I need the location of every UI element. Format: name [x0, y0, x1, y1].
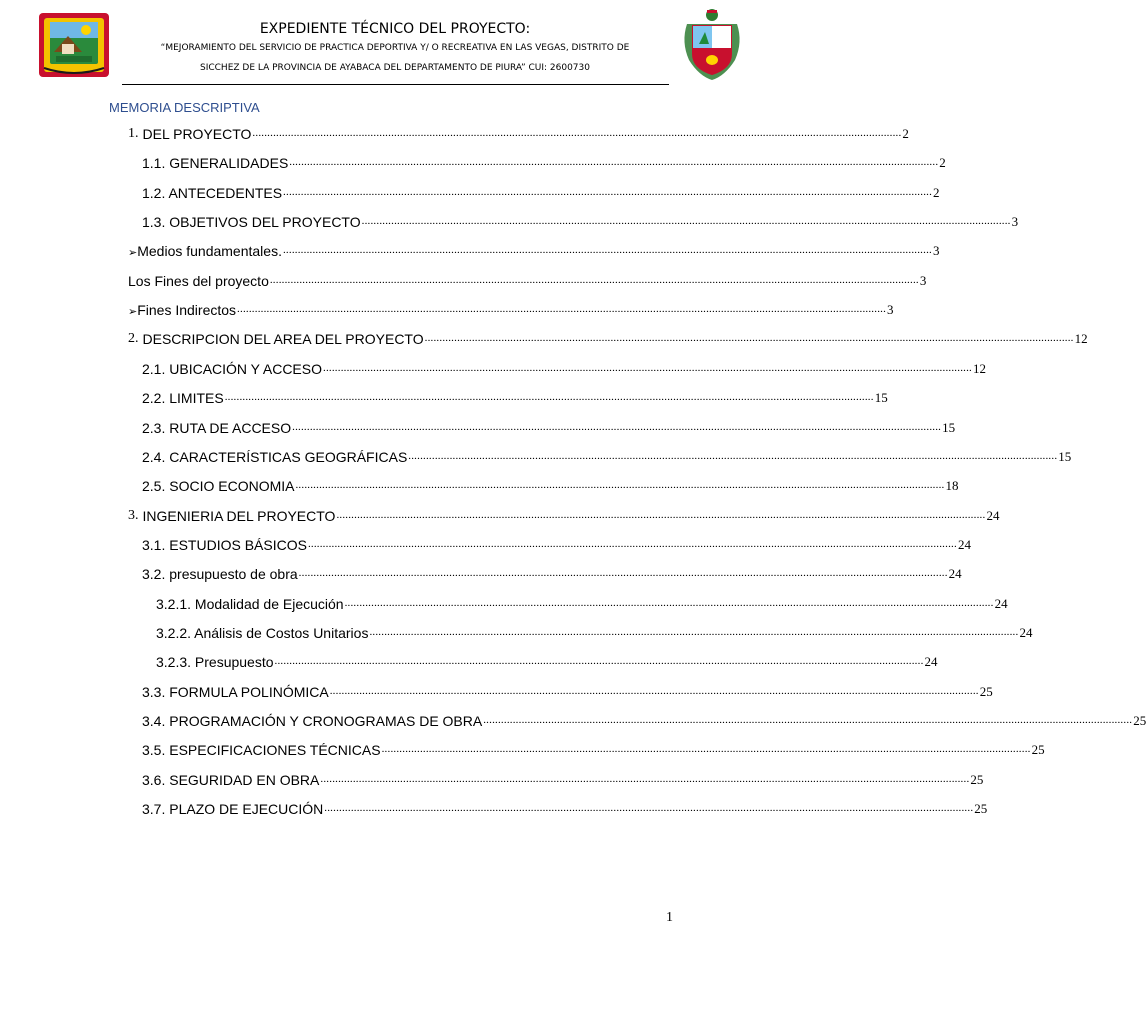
toc-dot-leader: ............................................................................................................................................................................................................................	[323, 361, 972, 374]
toc-entry-title: 3.1. ESTUDIOS BÁSICOS	[142, 536, 307, 553]
toc-dot-leader: ............................................................................................................................................................................................................................	[252, 127, 902, 139]
toc-entry[interactable]	[142, 181, 940, 201]
toc-entry[interactable]	[142, 474, 959, 495]
toc-entry-title: 2.5. SOCIO ECONOMIA	[142, 478, 295, 495]
toc-entry-title: 3.7. PLAZO DE EJECUCIÓN	[142, 801, 324, 818]
toc-entry[interactable]	[142, 768, 984, 788]
toc-entry[interactable]	[128, 327, 1088, 348]
toc-dot-leader: ............................................................................................................................................................................................................................	[336, 508, 986, 521]
toc-dot-leader: ............................................................................................................................................................................................................................	[298, 567, 948, 580]
toc-entry-page: 3	[1011, 214, 1019, 230]
toc-entry-title: DESCRIPCION DEL AREA DEL PROYECTO	[142, 331, 424, 348]
toc-entry-title: 2.3. RUTA DE ACCESO	[142, 419, 292, 436]
arrow-bullet-icon: ➢	[128, 246, 138, 260]
toc-dot-leader: ............................................................................................................................................................................................................................	[295, 479, 945, 492]
toc-dot-leader: ............................................................................................................................................................................................................................	[237, 303, 887, 316]
toc-entry-title: 3.4. PROGRAMACIÓN Y CRONOGRAMAS DE OBRA	[142, 713, 483, 729]
toc-entry-title: 1.2. ANTECEDENTES	[142, 184, 283, 201]
toc-entry-title: Medios fundamentales.	[137, 243, 282, 260]
toc-entry[interactable]	[156, 621, 1033, 641]
toc-entry-title: 2.2. LIMITES	[142, 390, 224, 407]
toc-heading: MEMORIA DESCRIPTIVA	[109, 100, 260, 115]
toc-entry-title: INGENIERIA DEL PROYECTO	[142, 507, 336, 524]
toc-entry-page: 25	[1031, 742, 1045, 758]
toc-entry[interactable]	[128, 504, 1000, 524]
toc-entry-page: 2	[902, 126, 909, 141]
toc-entry[interactable]	[128, 239, 940, 260]
toc-entry[interactable]	[142, 357, 986, 377]
toc-entry-page: 3	[932, 243, 940, 259]
toc-dot-leader: ............................................................................................................................................................................................................................	[274, 655, 924, 668]
toc-entry-page: 24	[948, 566, 962, 582]
toc-entry-number: 2.	[128, 331, 139, 347]
toc-entry-title: Los Fines del proyecto	[128, 272, 269, 289]
toc-entry-title: 3.2.2. Análisis de Costos Unitarios	[156, 624, 369, 641]
toc-entry-number: 1.	[128, 126, 139, 141]
toc-entry-page: 25	[1133, 713, 1146, 728]
toc-dot-leader: ............................................................................................................................................................................................................................	[361, 215, 1011, 228]
toc-entry-title: 2.4. CARACTERÍSTICAS GEOGRÁFICAS	[142, 448, 408, 465]
toc-dot-leader: ............................................................................................................................................................................................................................	[282, 244, 932, 257]
toc-entry-title: 3.2.1. Modalidad de Ejecución	[156, 595, 344, 612]
toc-entry-page: 2	[933, 184, 940, 200]
toc-entry-page: 24	[957, 536, 971, 552]
toc-entry-page: 25	[979, 683, 993, 699]
toc-entry-title: Fines Indirectos	[137, 302, 237, 319]
toc-dot-leader: ............................................................................................................................................................................................................................	[269, 273, 919, 286]
toc-entry[interactable]	[128, 122, 909, 142]
toc-entry-title: 3.2. presupuesto de obra	[142, 566, 298, 583]
toc-dot-leader: ............................................................................................................................................................................................................................	[324, 802, 974, 815]
toc-dot-leader: ............................................................................................................................................................................................................................	[283, 185, 933, 198]
toc-entry-page: 24	[1019, 624, 1033, 640]
toc-entry-page: 3	[887, 302, 894, 318]
toc-dot-leader: ............................................................................................................................................................................................................................	[344, 596, 994, 609]
toc-entry[interactable]	[142, 151, 946, 172]
toc-entry-title: 1.3. OBJETIVOS DEL PROYECTO	[142, 214, 361, 231]
toc-dot-leader: ............................................................................................................................................................................................................................	[369, 625, 1019, 638]
toc-entry[interactable]	[142, 416, 956, 436]
toc-dot-leader: ............................................................................................................................................................................................................................	[424, 332, 1074, 345]
toc-dot-leader: ............................................................................................................................................................................................................................	[408, 449, 1058, 462]
toc-entry-title: 3.3. FORMULA POLINÓMICA	[142, 683, 329, 700]
document-header	[0, 0, 768, 90]
toc-entry[interactable]	[156, 650, 938, 671]
toc-entry[interactable]	[142, 738, 1045, 759]
toc-entry-title: 3.5. ESPECIFICACIONES TÉCNICAS	[142, 742, 381, 759]
header-divider	[122, 84, 669, 85]
page-number: 1	[666, 910, 673, 925]
toc-entry-page: 12	[973, 360, 986, 376]
toc-dot-leader: ............................................................................................................................................................................................................................	[224, 391, 874, 404]
toc-entry[interactable]	[128, 298, 894, 319]
toc-entry[interactable]	[142, 709, 1146, 729]
toc-entry[interactable]	[142, 210, 1019, 231]
toc-entry-page: 24	[994, 595, 1008, 611]
toc-entry-page: 15	[1058, 448, 1072, 464]
toc-entry-title: DEL PROYECTO	[142, 126, 252, 142]
toc-entry[interactable]	[142, 386, 888, 407]
toc-entry-title: 3.6. SEGURIDAD EN OBRA	[142, 771, 320, 788]
toc-dot-leader: ............................................................................................................................................................................................................................	[483, 714, 1133, 726]
toc-entry-page: 18	[945, 478, 959, 494]
toc-entry-page: 25	[974, 801, 988, 817]
toc-entry-number: 3.	[128, 507, 139, 523]
toc-dot-leader: ............................................................................................................................................................................................................................	[381, 743, 1031, 756]
toc-entry[interactable]	[142, 797, 988, 818]
arrow-bullet-icon: ➢	[128, 305, 138, 319]
toc-entry-title: 3.2.3. Presupuesto	[156, 654, 274, 671]
municipal-shield-icon	[38, 12, 110, 78]
toc-entry-page: 3	[919, 272, 927, 288]
toc-dot-leader: ............................................................................................................................................................................................................................	[329, 684, 979, 697]
toc-entry[interactable]	[142, 445, 1072, 465]
toc-entry-page: 15	[942, 419, 956, 435]
toc-entry[interactable]	[128, 269, 927, 289]
toc-entry-page: 24	[924, 654, 938, 670]
toc-entry-title: 1.1. GENERALIDADES	[142, 155, 289, 172]
document-title: EXPEDIENTE TÉCNICO DEL PROYECTO:	[259, 21, 531, 37]
toc-dot-leader: ............................................................................................................................................................................................................................	[289, 156, 939, 169]
toc-entry[interactable]	[142, 562, 962, 583]
toc-entry-page: 2	[939, 155, 946, 171]
toc-dot-leader: ............................................................................................................................................................................................................................	[292, 420, 942, 433]
toc-entry-page: 12	[1074, 331, 1088, 347]
toc-dot-leader: ............................................................................................................................................................................................................................	[320, 772, 970, 785]
document-subtitle-line-1: “MEJORAMIENTO DEL SERVICIO DE PRACTICA DEPORTIVA Y/ O RECREATIVA EN LAS VEGAS, DISTRITO DE	[160, 43, 630, 53]
peru-coat-of-arms-icon	[679, 6, 745, 82]
toc-entry-page: 15	[874, 390, 888, 406]
toc-entry-title: 2.1. UBICACIÓN Y ACCESO	[142, 360, 322, 377]
toc-entry-page: 25	[970, 771, 984, 787]
toc-entry[interactable]	[142, 533, 971, 553]
toc-entry-page: 24	[986, 507, 1000, 523]
document-subtitle-line-2: SICCHEZ DE LA PROVINCIA DE AYABACA DEL DEPARTAMENTO DE PIURA” CUI: 2600730	[199, 63, 590, 73]
toc-dot-leader: ............................................................................................................................................................................................................................	[307, 537, 957, 550]
toc-entry[interactable]	[142, 680, 993, 700]
toc-entry[interactable]	[156, 592, 1008, 612]
